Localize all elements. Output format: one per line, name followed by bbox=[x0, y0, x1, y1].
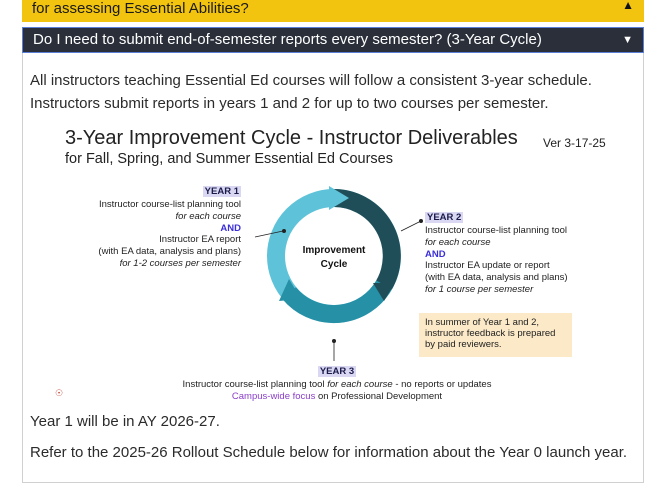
prev-accordion-label: for assessing Essential Abilities? bbox=[32, 0, 249, 17]
year3-label: YEAR 3 bbox=[319, 366, 355, 377]
year3-line2: on Professional Development bbox=[315, 391, 443, 402]
figure-version: Ver 3-17-25 bbox=[543, 136, 606, 150]
year2-and: AND bbox=[425, 249, 446, 260]
year2-line4: (with EA data, analysis and plans) bbox=[425, 272, 568, 283]
year2-line5: for 1 course per semester bbox=[425, 284, 534, 295]
accordion-header-reports[interactable] bbox=[22, 27, 644, 53]
cycle-center-line1: Improvement bbox=[302, 245, 366, 256]
intro-paragraph: All instructors teaching Essential Ed courses will follow a consistent 3-year schedule. Instructors submit reports in years 1 and 2 for up to two courses per semester. bbox=[30, 72, 592, 112]
figure-title: 3-Year Improvement Cycle - Instructor Deliverables bbox=[65, 127, 518, 149]
year1-label: YEAR 1 bbox=[204, 186, 239, 197]
campus-focus-text: Campus-wide focus bbox=[231, 391, 316, 402]
year2-line2: for each course bbox=[425, 237, 491, 248]
year2-block bbox=[425, 207, 568, 296]
year3-line1a: Instructor course-list planning tool bbox=[182, 379, 328, 390]
marker-icon: ☉ bbox=[55, 388, 64, 398]
prev-accordion-header[interactable] bbox=[22, 0, 644, 22]
improvement-cycle-figure bbox=[55, 127, 623, 402]
cycle-center-line2: Cycle bbox=[320, 259, 348, 270]
year1-line3: Instructor EA report bbox=[159, 234, 241, 245]
year2-line1: Instructor course-list planning tool bbox=[425, 225, 568, 236]
year1-line5: for 1-2 courses per semester bbox=[119, 258, 241, 269]
year2-label: YEAR 2 bbox=[427, 212, 462, 223]
year3-line1b: for each course bbox=[327, 379, 393, 390]
year1-line4: (with EA data, analysis and plans) bbox=[98, 246, 241, 257]
rollout-note: Refer to the 2025-26 Rollout Schedule below for information about the Year 0 launch year. bbox=[30, 444, 628, 461]
caret-down-icon: ▼ bbox=[622, 34, 633, 46]
year2-line3: Instructor EA update or report bbox=[425, 260, 550, 271]
year1-line1: Instructor course-list planning tool bbox=[98, 199, 241, 210]
year1-note: Year 1 will be in AY 2026-27. bbox=[30, 413, 220, 430]
accordion-question: Do I need to submit end-of-semester reports every semester? (3-Year Cycle) bbox=[33, 31, 542, 48]
year1-line2: for each course bbox=[175, 211, 241, 222]
figure-subtitle: for Fall, Spring, and Summer Essential Ed Courses bbox=[65, 151, 393, 167]
reviewer-note: In summer of Year 1 and 2, instructor feedback is prepared by paid reviewers. bbox=[419, 313, 572, 357]
year3-block bbox=[63, 361, 611, 403]
accordion-panel bbox=[22, 53, 644, 483]
year3-line1c: - no reports or updates bbox=[392, 379, 492, 390]
year1-and: AND bbox=[220, 223, 241, 234]
caret-up-icon: ▲ bbox=[622, 0, 634, 12]
